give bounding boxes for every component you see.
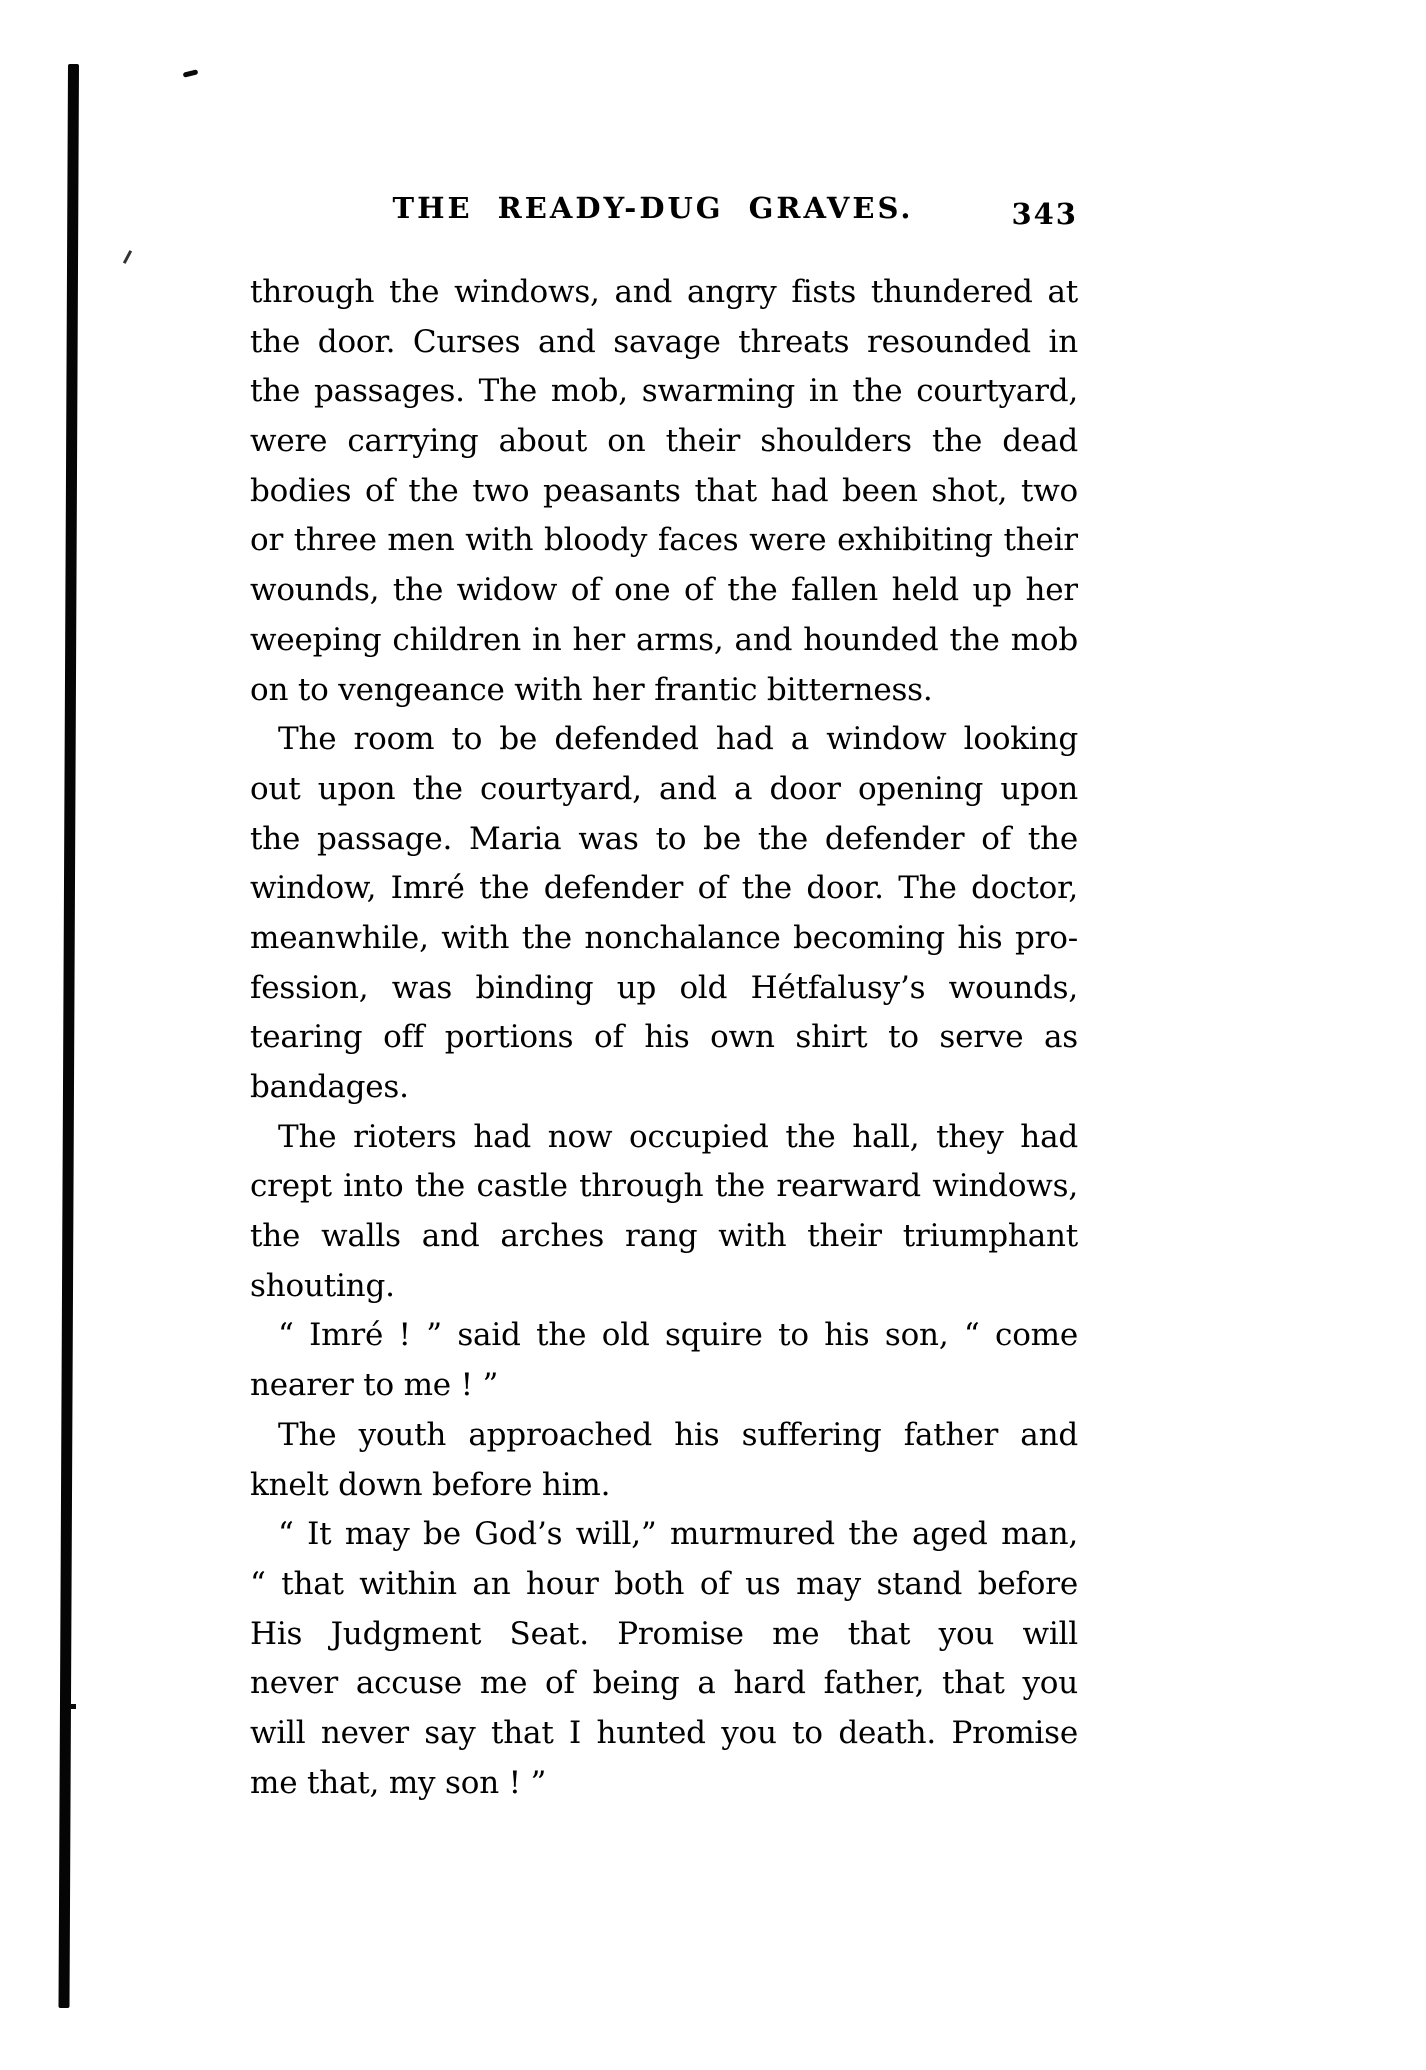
page-header: [250, 190, 1078, 232]
scan-spine-line: [58, 64, 79, 2008]
text-line: the door. Curses and savage threats resounded in: [250, 323, 1078, 360]
text-line: meanwhile, with the nonchalance becoming his pro-: [250, 919, 1078, 956]
text-line: knelt down before him.: [250, 1466, 611, 1503]
text-line: fession, was binding up old Hétfalusy’s wounds,: [250, 969, 1078, 1006]
text-line: His Judgment Seat. Promise me that you will: [250, 1615, 1078, 1652]
text-line: shouting.: [250, 1267, 395, 1304]
text-line: The room to be defended had a window looking: [278, 721, 1078, 758]
text-line: on to vengeance with her frantic bitterness.: [250, 671, 933, 708]
text-line: the passage. Maria was to be the defender of the: [250, 820, 1078, 857]
text-line: bodies of the two peasants that had been shot, two: [250, 472, 1078, 509]
text-line: will never say that I hunted you to death. Promise: [250, 1714, 1078, 1751]
text-line: “ that within an hour both of us may stand before: [250, 1565, 1078, 1602]
text-line: tearing off portions of his own shirt to serve as: [250, 1019, 1078, 1056]
text-line: out upon the courtyard, and a door opening upon: [250, 770, 1078, 807]
text-line: “ It may be God’s will,” murmured the aged man,: [278, 1516, 1078, 1553]
text-line: me that, my son ! ”: [250, 1764, 547, 1801]
scan-speck: [123, 250, 132, 264]
text-line: weeping children in her arms, and hounded the mob: [250, 621, 1078, 658]
text-line: were carrying about on their shoulders the dead: [250, 423, 1078, 460]
text-line: “ Imré ! ” said the old squire to his son, “ come: [278, 1317, 1078, 1354]
text-line: or three men with bloody faces were exhibiting their: [250, 522, 1078, 559]
running-title: THE READY-DUG GRAVES.: [392, 191, 914, 225]
text-line: window, Imré the defender of the door. The doctor,: [250, 870, 1078, 907]
text-line: wounds, the widow of one of the fallen held up her: [250, 572, 1078, 609]
text-line: through the windows, and angry fists thundered at: [250, 274, 1078, 310]
scan-speck: [71, 1704, 76, 1709]
text-line: the walls and arches rang with their triumphant: [250, 1218, 1078, 1255]
text-line: bandages.: [250, 1069, 409, 1105]
text-line: never accuse me of being a hard father, that you: [250, 1665, 1078, 1702]
text-line: The rioters had now occupied the hall, they had: [278, 1118, 1078, 1155]
text-line: the passages. The mob, swarming in the courtyard,: [250, 373, 1078, 410]
text-line: The youth approached his suffering father and: [278, 1416, 1078, 1453]
text-line: nearer to me ! ”: [250, 1367, 499, 1404]
text-line: crept into the castle through the rearward windows,: [250, 1168, 1078, 1205]
body-text: [250, 268, 1078, 1808]
scan-speck: [183, 69, 199, 77]
page-number: 343: [1011, 197, 1078, 231]
